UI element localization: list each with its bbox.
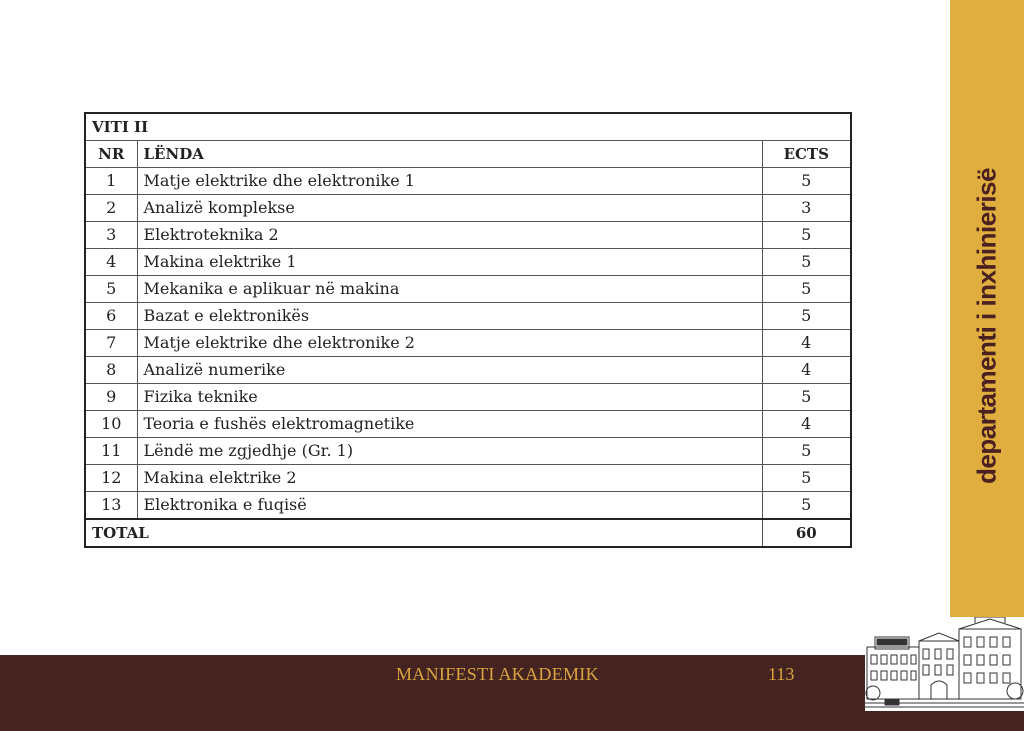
row-ects: 5 — [762, 465, 851, 492]
table-row — [85, 357, 851, 384]
row-subject: Elektronika e fuqisë — [137, 492, 762, 520]
total-label: TOTAL — [85, 519, 762, 547]
table-row — [85, 411, 851, 438]
table-row — [85, 465, 851, 492]
row-ects: 3 — [762, 195, 851, 222]
row-nr: 3 — [85, 222, 137, 249]
table-row — [85, 492, 851, 520]
row-subject: Makina elektrike 1 — [137, 249, 762, 276]
row-nr: 2 — [85, 195, 137, 222]
building-drawing — [865, 617, 1024, 711]
table-row — [85, 222, 851, 249]
row-subject: Lëndë me zgjedhje (Gr. 1) — [137, 438, 762, 465]
row-nr: 12 — [85, 465, 137, 492]
row-nr: 8 — [85, 357, 137, 384]
row-subject: Fizika teknike — [137, 384, 762, 411]
row-subject: Teoria e fushës elektromagnetike — [137, 411, 762, 438]
total-value: 60 — [762, 519, 851, 547]
row-nr: 9 — [85, 384, 137, 411]
footer-title: MANIFESTI AKADEMIK — [396, 664, 599, 684]
university-building-illustration — [865, 617, 1024, 711]
year-label: VITI II — [85, 113, 851, 141]
table-row — [85, 168, 851, 195]
year-row — [85, 113, 851, 141]
page-number: 113 — [768, 664, 795, 684]
table-row — [85, 303, 851, 330]
row-ects: 5 — [762, 168, 851, 195]
row-ects: 4 — [762, 411, 851, 438]
row-nr: 1 — [85, 168, 137, 195]
row-ects: 5 — [762, 438, 851, 465]
row-subject: Matje elektrike dhe elektronike 2 — [137, 330, 762, 357]
row-ects: 5 — [762, 492, 851, 520]
row-ects: 5 — [762, 222, 851, 249]
row-ects: 4 — [762, 330, 851, 357]
row-nr: 4 — [85, 249, 137, 276]
row-ects: 5 — [762, 249, 851, 276]
total-row — [85, 519, 851, 547]
row-nr: 6 — [85, 303, 137, 330]
header-ects: ECTS — [762, 141, 851, 168]
row-nr: 5 — [85, 276, 137, 303]
row-subject: Makina elektrike 2 — [137, 465, 762, 492]
row-ects: 5 — [762, 276, 851, 303]
row-nr: 10 — [85, 411, 137, 438]
table-row — [85, 384, 851, 411]
row-nr: 11 — [85, 438, 137, 465]
sidebar-department-label: departamenti i inxhinierisë — [971, 168, 1002, 484]
table-row — [85, 249, 851, 276]
row-ects: 4 — [762, 357, 851, 384]
table-row — [85, 438, 851, 465]
row-subject: Bazat e elektronikës — [137, 303, 762, 330]
row-subject: Mekanika e aplikuar në makina — [137, 276, 762, 303]
row-ects: 5 — [762, 303, 851, 330]
table-row — [85, 276, 851, 303]
row-nr: 7 — [85, 330, 137, 357]
row-subject: Matje elektrike dhe elektronike 1 — [137, 168, 762, 195]
table-row — [85, 330, 851, 357]
row-subject: Elektroteknika 2 — [137, 222, 762, 249]
header-nr: NR — [85, 141, 137, 168]
row-ects: 5 — [762, 384, 851, 411]
header-row — [85, 141, 851, 168]
row-subject: Analizë komplekse — [137, 195, 762, 222]
table-row — [85, 195, 851, 222]
curriculum-table — [84, 112, 852, 548]
row-subject: Analizë numerike — [137, 357, 762, 384]
row-nr: 13 — [85, 492, 137, 520]
header-subject: LËNDA — [137, 141, 762, 168]
